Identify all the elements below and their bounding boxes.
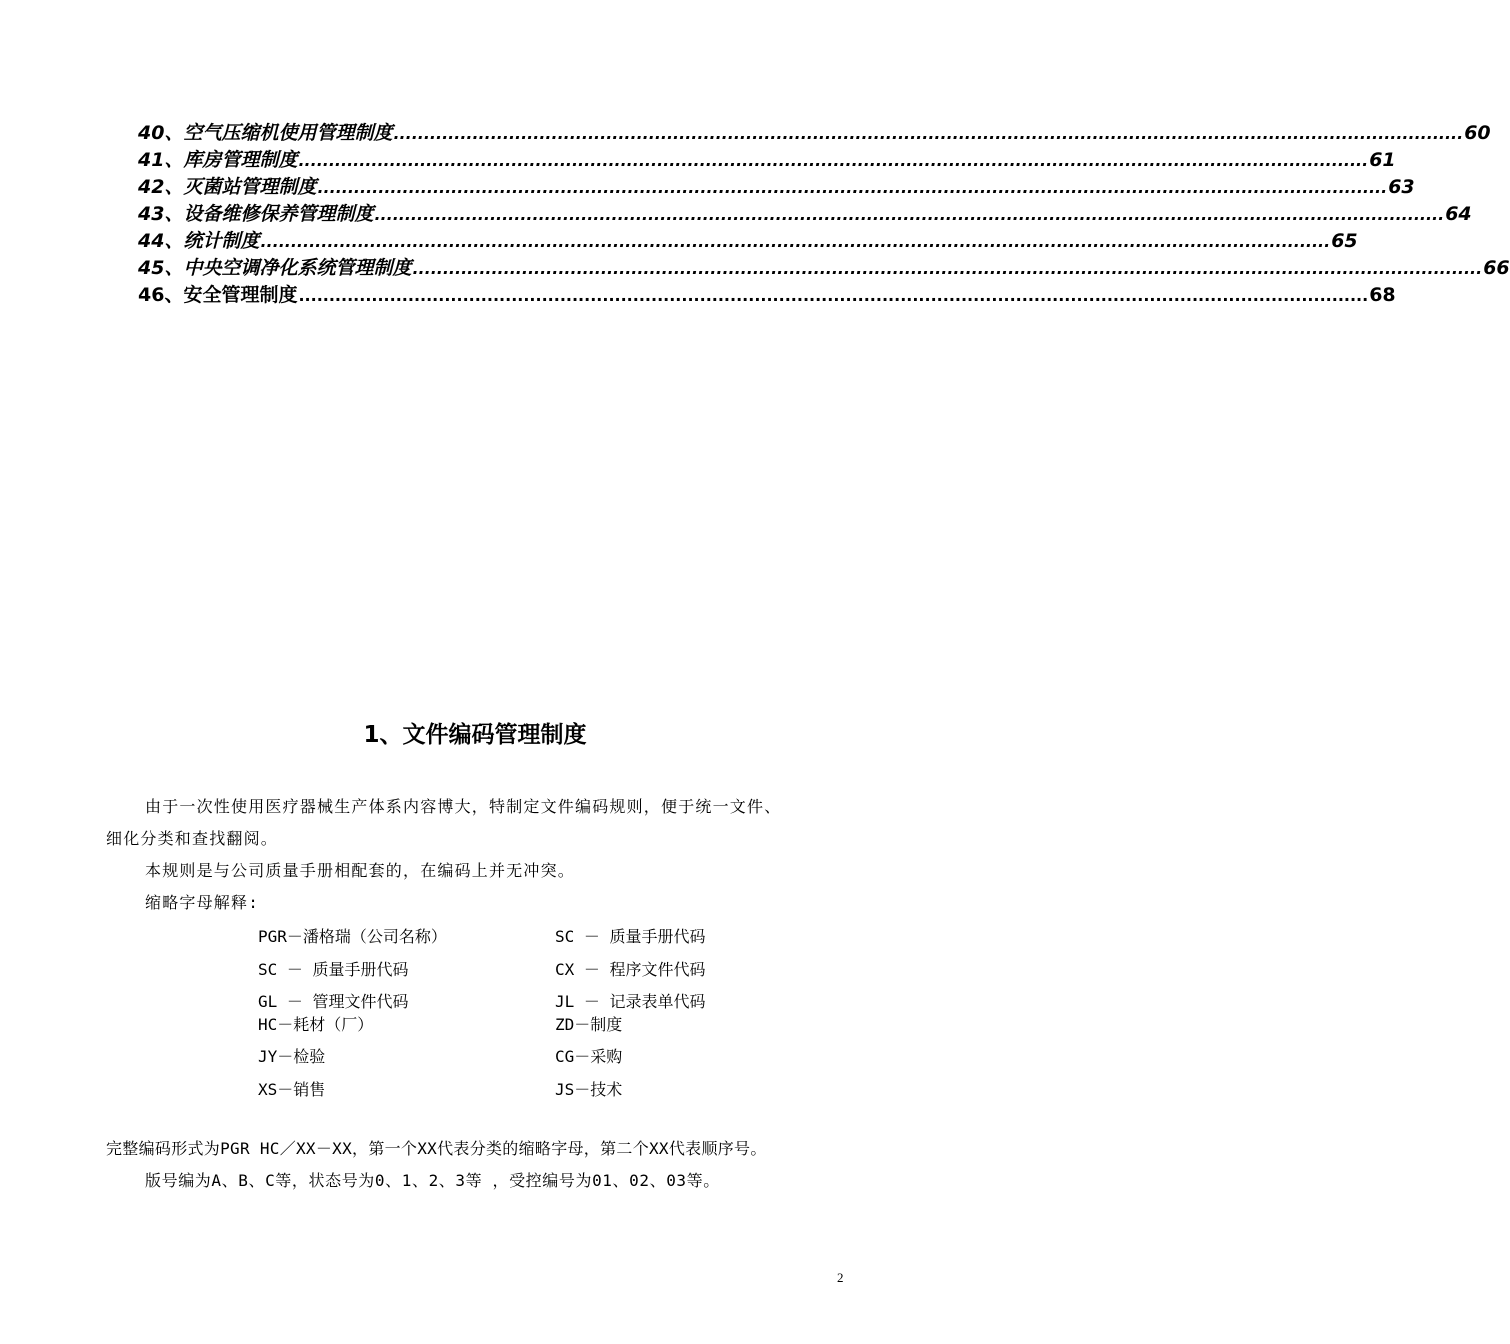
- toc-entry-page: 61: [1369, 149, 1396, 171]
- version-numbering-paragraph: 版号编为A、B、C等，状态号为0、1、2、3等 ，受控编号为01、02、03等。: [145, 1171, 720, 1190]
- toc-entry-page: 63: [1388, 176, 1415, 198]
- toc-entry[interactable]: [138, 280, 1396, 307]
- toc-leader-dots: ................................................................................................................................................................................: [412, 259, 1483, 278]
- abbreviation-right: JS－技术: [555, 1080, 623, 1099]
- abbreviation-right: SC － 质量手册代码: [555, 927, 706, 946]
- toc-entry-title: 46、安全管理制度: [138, 284, 298, 306]
- abbreviation-left: HC－耗材（厂）: [258, 1015, 374, 1034]
- toc-entry[interactable]: [138, 253, 1510, 280]
- abbreviation-left: JY－检验: [258, 1047, 326, 1066]
- toc-entry[interactable]: [138, 172, 1415, 199]
- table-of-contents: [138, 118, 1510, 307]
- toc-entry-title: 41、库房管理制度: [138, 149, 298, 171]
- abbreviation-left: GL － 管理文件代码: [258, 992, 409, 1011]
- abbreviation-left: SC － 质量手册代码: [258, 960, 409, 979]
- toc-entry-page: 68: [1369, 284, 1396, 306]
- toc-entry-page: 64: [1445, 203, 1472, 225]
- abbreviation-left: XS－销售: [258, 1080, 326, 1099]
- abbreviation-right: ZD－制度: [555, 1015, 623, 1034]
- toc-entry-title: 45、中央空调净化系统管理制度: [138, 257, 412, 279]
- toc-entry[interactable]: [138, 145, 1396, 172]
- toc-leader-dots: ................................................................................................................................................................................: [317, 178, 1388, 197]
- toc-entry-page: 66: [1483, 257, 1510, 279]
- abbreviation-right: JL － 记录表单代码: [555, 992, 706, 1011]
- body-paragraph-continuation: 细化分类和查找翻阅。: [106, 829, 279, 848]
- toc-leader-dots: ................................................................................................................................................................................: [298, 286, 1369, 305]
- toc-entry[interactable]: [138, 226, 1358, 253]
- toc-entry[interactable]: [138, 118, 1491, 145]
- abbreviation-right: CX － 程序文件代码: [555, 960, 706, 979]
- toc-entry-page: 60: [1464, 122, 1491, 144]
- abbreviation-heading: 缩略字母解释:: [145, 893, 260, 912]
- toc-leader-dots: ................................................................................................................................................................................: [374, 205, 1445, 224]
- body-paragraph: 本规则是与公司质量手册相配套的，在编码上并无冲突。: [145, 861, 576, 880]
- encoding-format-paragraph: 完整编码形式为PGR HC／XX－XX，第一个XX代表分类的缩略字母，第二个XX代表顺序号。: [106, 1139, 767, 1158]
- toc-leader-dots: ................................................................................................................................................................................: [298, 151, 1369, 170]
- abbreviation-right: CG－采购: [555, 1047, 623, 1066]
- toc-leader-dots: ................................................................................................................................................................................: [260, 232, 1331, 251]
- toc-entry-title: 42、灭菌站管理制度: [138, 176, 317, 198]
- body-paragraph: 由于一次性使用医疗器械生产体系内容博大，特制定文件编码规则，便于统一文件、: [145, 797, 782, 816]
- toc-entry-title: 40、空气压缩机使用管理制度: [138, 122, 393, 144]
- abbreviation-left: PGR－潘格瑞（公司名称）: [258, 927, 447, 946]
- section-title: 1、文件编码管理制度: [363, 722, 587, 748]
- toc-entry-page: 65: [1331, 230, 1358, 252]
- toc-entry[interactable]: [138, 199, 1472, 226]
- page-number: 2: [837, 1270, 844, 1285]
- toc-leader-dots: ................................................................................................................................................................................: [393, 124, 1464, 143]
- toc-entry-title: 43、设备维修保养管理制度: [138, 203, 374, 225]
- toc-entry-title: 44、统计制度: [138, 230, 260, 252]
